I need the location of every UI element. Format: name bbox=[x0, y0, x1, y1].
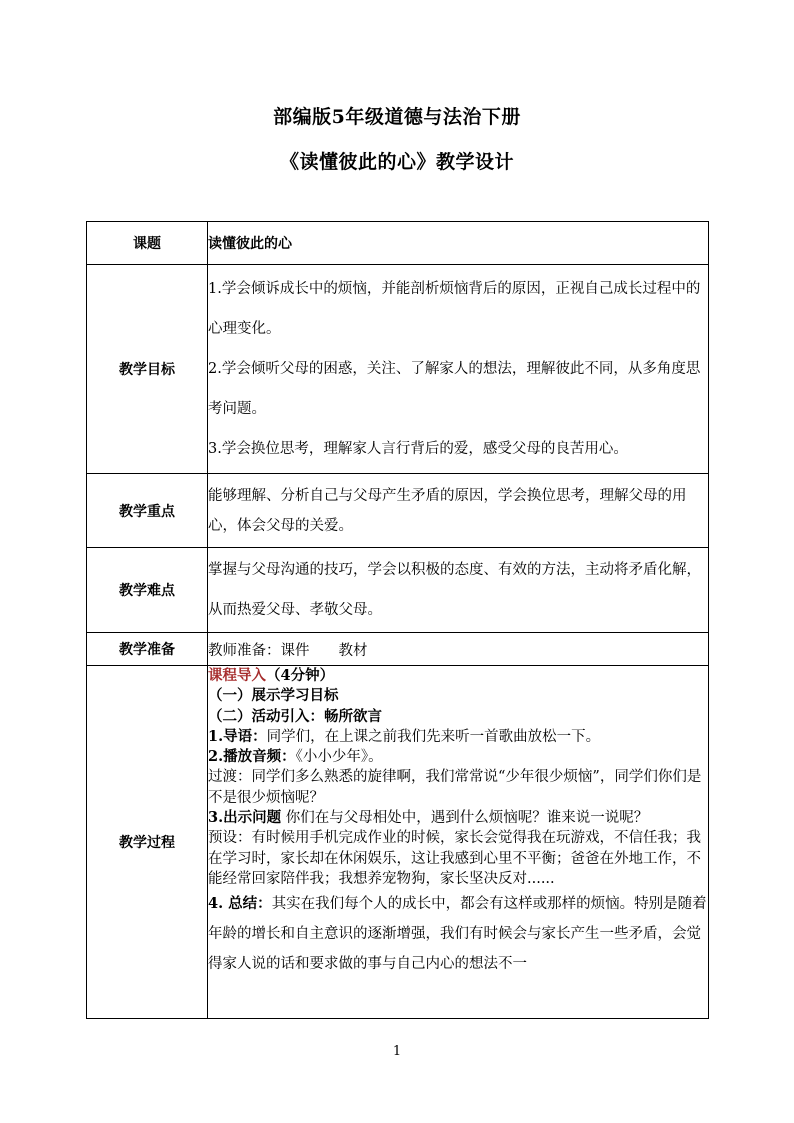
goal-item-1: 1.学会倾诉成长中的烦恼，并能剖析烦恼背后的原因，正视自己成长过程中的心理变化。 bbox=[208, 281, 701, 337]
step-1-text: 同学们，在上课之前我们先来听一首歌曲放松一下。 bbox=[266, 728, 601, 745]
table-row-key-points bbox=[87, 474, 709, 548]
difficulties-text: 掌握与父母沟通的技巧，学会以积极的态度、有效的方法，主动将矛盾化解，从而热爱父母、孝敬父母。 bbox=[208, 548, 709, 633]
goal-item-3: 3.学会换位思考，理解家人言行背后的爱，感受父母的良苦用心。 bbox=[208, 441, 628, 457]
transition-text: 过渡：同学们多么熟悉的旋律啊，我们常常说“少年很少烦恼”，同学们你们是不是很少烦恼呢？ bbox=[208, 769, 702, 806]
key-points-text: 能够理解、分析自己与父母产生矛盾的原因，学会换位思考，理解父母的用心，体会父母的关爱。 bbox=[208, 474, 709, 548]
preparation-label: 教学准备 bbox=[87, 633, 208, 666]
step-1 bbox=[208, 727, 708, 747]
process-label: 教学过程 bbox=[87, 666, 208, 1019]
intro-time: （4分钟） bbox=[266, 667, 335, 684]
process-content bbox=[208, 666, 709, 1019]
step-4 bbox=[208, 889, 708, 979]
step-3-label: 3.出示问题 bbox=[208, 809, 282, 827]
table-row-process bbox=[87, 666, 709, 1019]
page-number: 1 bbox=[392, 1044, 402, 1059]
step-2-label: 2.播放音频： bbox=[208, 748, 296, 766]
topic-value: 读懂彼此的心 bbox=[208, 222, 709, 265]
intro-heading: 课程导入 bbox=[208, 667, 266, 684]
table-row-goals bbox=[87, 265, 709, 474]
section-2-heading: （二）活动引入：畅所欲言 bbox=[208, 707, 382, 725]
step-3-text: 你们在与父母相处中，遇到什么烦恼呢？谁来说一说呢？ bbox=[281, 810, 649, 827]
step-2-text: 《小小少年》。 bbox=[295, 749, 383, 766]
document-title: 部编版5年级道德与法治下册 bbox=[273, 106, 521, 128]
step-4-text: 其实在我们每个人的成长中，都会有这样或那样的烦恼。特别是随着年龄的增长和自主意识的逐渐增强，我们有时候会与家长产生一些矛盾，会觉得家人说的话和要求做的事与自己内心的想法不一 bbox=[208, 896, 707, 973]
preset-text: 预设：有时候用手机完成作业的时候，家长会觉得我在玩游戏，不信任我；我在学习时，家长却在休闲娱乐，这让我感到心里不平衡；爸爸在外地工作，不能经常回家陪伴我；我想养宠物狗，家长坚决反对...... bbox=[208, 830, 701, 887]
step-2 bbox=[208, 747, 708, 767]
topic-label: 课题 bbox=[87, 222, 208, 265]
goals-label: 教学目标 bbox=[87, 265, 208, 474]
goals-content bbox=[208, 265, 709, 474]
section-1-heading: （一）展示学习目标 bbox=[208, 687, 339, 705]
key-points-label: 教学重点 bbox=[87, 474, 208, 548]
goal-item-2: 2.学会倾听父母的困惑，关注、了解家人的想法，理解彼此不同，从多角度思考问题。 bbox=[208, 361, 701, 417]
step-3 bbox=[208, 808, 708, 828]
step-4-label: 4. 总结： bbox=[208, 895, 272, 913]
lesson-plan-table bbox=[86, 221, 709, 1019]
table-row-preparation bbox=[87, 633, 709, 666]
intro-heading-line bbox=[208, 666, 708, 686]
document-subtitle: 《读懂彼此的心》教学设计 bbox=[279, 151, 514, 173]
step-1-label: 1.导语： bbox=[208, 727, 267, 745]
table-row-difficulties bbox=[87, 548, 709, 633]
preparation-text: 教师准备：课件 教材 bbox=[208, 633, 709, 666]
table-row-topic bbox=[87, 222, 709, 265]
difficulties-label: 教学难点 bbox=[87, 548, 208, 633]
